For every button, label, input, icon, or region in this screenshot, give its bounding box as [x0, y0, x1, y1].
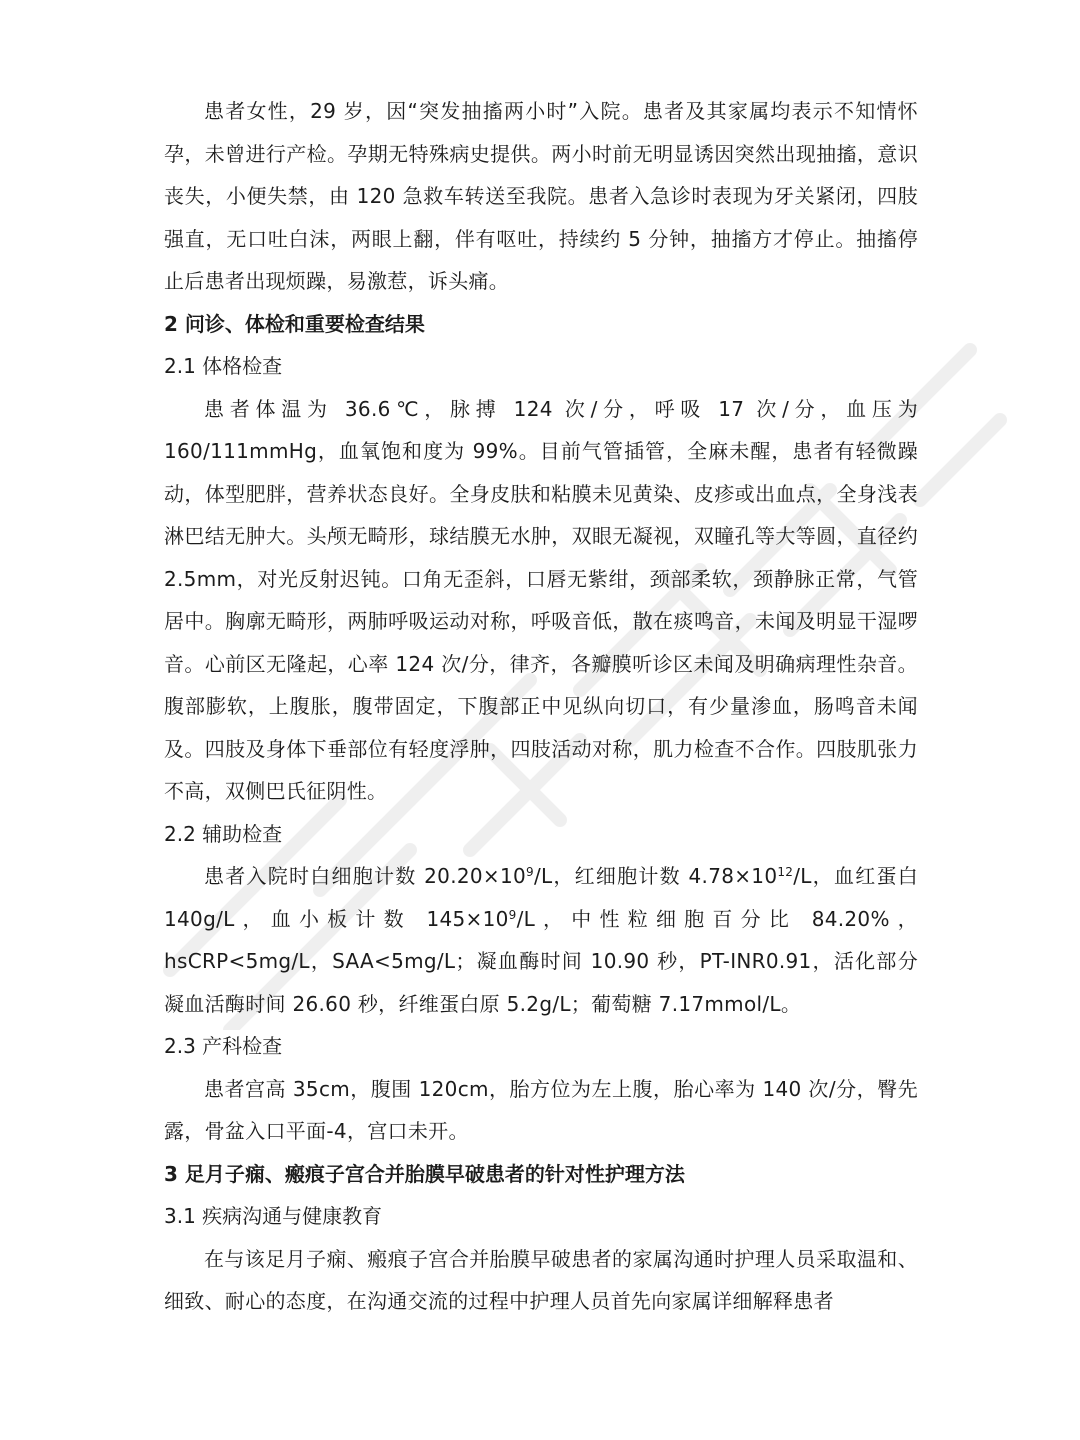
section-2-3-heading: 2.3 产科检查	[164, 1034, 283, 1058]
lab-results-paragraph	[164, 855, 918, 1025]
physical-exam-paragraph: 患者体温为 36.6℃，脉搏 124 次/分，呼吸 17 次/分，血压为 160/111mmHg，血氧饱和度为 99%。目前气管插管，全麻未醒，患者有轻微躁动，体型肥胖，营养状态良好。全身皮肤和粘膜未见黄染、皮疹或出血点，全身浅表淋巴结无肿大。头颅无畸形，球结膜无水肿，双眼无凝视，双瞳孔等大等圆，直径约 2.5mm，对光反射迟钝。口角无歪斜，口唇无紫绀，颈部柔软，颈静脉正常，气管居中。胸廓无畸形，两肺呼吸运动对称，呼吸音低，散在痰鸣音，未闻及明显干湿啰音。心前区无隆起，心率 124 次/分，律齐，各瓣膜听诊区未闻及明确病理性杂音。腹部膨软，上腹胀，腹带固定，下腹部正中见纵向切口，有少量渗血，肠鸣音未闻及。四肢及身体下垂部位有轻度浮肿，四肢活动对称，肌力检查不合作。四肢肌张力不高，双侧巴氏征阴性。	[164, 396, 918, 803]
communication-paragraph: 在与该足月子痫、瘢痕子宫合并胎膜早破患者的家属沟通时护理人员采取温和、细致、耐心的态度，在沟通交流的过程中护理人员首先向家属详细解释患者	[164, 1246, 918, 1313]
case-intro-paragraph: 患者女性，29 岁，因“突发抽搐两小时”入院。患者及其家属均表示不知情怀孕，未曾进行产检。孕期无特殊病史提供。两小时前无明显诱因突然出现抽搐，意识丧失，小便失禁，由 120 急救车转送至我院。患者入急诊时表现为牙关紧闭，四肢强直，无口吐白沫，两眼上翻，伴有呕吐，持续约 5 分钟，抽搐方才停止。抽搐停止后患者出现烦躁，易激惹，诉头痛。	[164, 99, 918, 293]
obstetric-exam-paragraph: 患者宫高 35cm，腹围 120cm，胎方位为左上腹，胎心率为 140 次/分，臀先露，骨盆入口平面-4，宫口未开。	[164, 1076, 918, 1143]
section-3-1-heading: 3.1 疾病沟通与健康教育	[164, 1204, 383, 1228]
lab-text-c: /L，血红蛋白 140g/L，血小板计数 145×10	[164, 864, 918, 931]
lab-exponent-b: 12	[777, 865, 794, 879]
lab-text-d: /L，中性粒细胞百分比 84.20%，hsCRP<5mg/L，SAA<5mg/L；凝血酶时间 10.90 秒，PT-INR0.91，活化部分凝血活酶时间 26.60 秒，纤维蛋白原 5.2g/L；葡萄糖 7.17mmol/L。	[164, 906, 918, 1016]
section-2-2-heading: 2.2 辅助检查	[164, 821, 283, 846]
lab-exponent-c: 9	[508, 907, 517, 922]
section-3-heading: 3 足月子痫、瘢痕子宫合并胎膜早破患者的针对性护理方法	[164, 1161, 685, 1186]
document-body	[164, 90, 918, 1323]
lab-text-a: 患者入院时白细胞计数 20.20×10	[204, 864, 527, 888]
lab-text-b: /L，红细胞计数 4.78×10	[533, 864, 778, 888]
lab-exponent-a: 9	[526, 865, 534, 879]
section-2-heading: 2 问诊、体检和重要检查结果	[164, 311, 425, 336]
section-2-1-heading: 2.1 体格检查	[164, 354, 283, 378]
